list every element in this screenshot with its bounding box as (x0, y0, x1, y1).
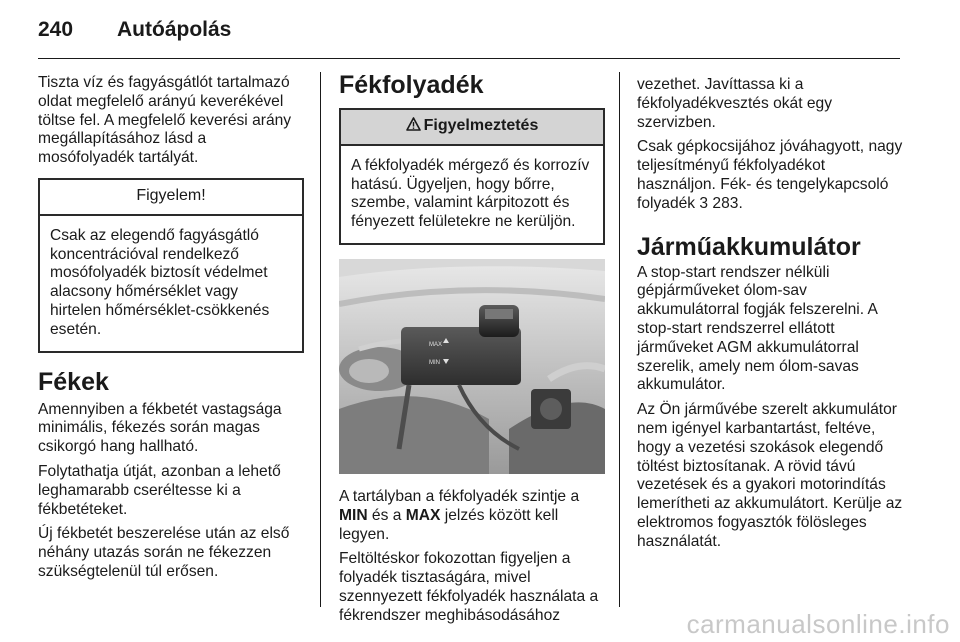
brake-fluid-level-text: A tartályban a fékfolyadék szintje a MIN és a MAX jelzés között kell legyen. (339, 487, 580, 543)
notice-text: Csak az elegendő fagyásgátló koncentrációval rendelkező mosófolyadék biztosít védelmet alacsony hőmérséklet vagy hirtelen hőmérséklet-csökkenés esetén. (50, 226, 270, 338)
battery-paragraph-2: Az Ön járművébe szerelt akkumulátor nem igényel karbantartást, feltéve, hogy a vezetési szokások elegendő töltést biztosítanak. A rövid távú vezetések és a gyakori motorindítás lemerítheti az akkumulátort. Kerülje az elektromos fogyasztók fölösleges használatát. (637, 401, 903, 550)
warning-triangle-icon (406, 117, 421, 136)
brake-fluid-continued-text: vezethet. Javíttassa ki a fékfolyadékvesztés okát egy szervizben. (637, 76, 833, 131)
refill-text: Feltöltéskor fokozottan figyeljen a folyadék tisztaságára, mivel szennyezett fékfolyadék használata a fékrendszer meghibásodásához (339, 550, 599, 624)
brake-fluid-reservoir-photo (339, 259, 605, 474)
brakes-heading: Fékek (38, 367, 109, 396)
page-reference-link[interactable]: 3 283. (699, 194, 743, 212)
warning-box (339, 108, 605, 245)
battery-paragraph-1: A stop-start rendszer nélküli gépjárműveket ólom-sav akkumulátorral fogják felszerelni. A stop-start rendszerrel ellátott járműveket AGM akkumulátorral szerelik, amely nem ólom-savas akkumulátor. (637, 263, 878, 394)
brakes-paragraph-3: Új fékbetét beszerelése után az első néhány utazás során ne fékezzen szükségtelenül túl erősen. (38, 525, 290, 580)
page-title: Autóápolás (117, 18, 232, 41)
watermark: carmanualsonline.info (686, 609, 950, 639)
notice-title: Figyelem! (40, 180, 302, 216)
brakes-paragraph-1: Amennyiben a fékbetét vastagsága minimális, fékezés során magas csikorgó hang hallható. (38, 400, 282, 456)
column-1 (38, 74, 304, 588)
warning-title: Figyelmeztetés (423, 117, 539, 134)
header-rule (38, 58, 900, 59)
notice-box (38, 178, 304, 353)
approved-fluid-text: Csak gépkocsijához jóváhagyott, nagy teljesítményű fékfolyadékot használjon. Fék- és tengelykapcsoló folyadék 3 283. (637, 138, 903, 212)
column-2 (339, 70, 605, 632)
photo-max-label: MAX (429, 341, 443, 348)
page-number: 240 (38, 18, 74, 41)
washer-fluid-intro: Tiszta víz és fagyásgátlót tartalmazó oldat megfelelő arányú keverékével töltse fel. A megfelelő keverési arány megállapításához lásd a mosófolyadék tartályát. (38, 74, 292, 167)
column-divider-2 (619, 72, 620, 607)
warning-text: A fékfolyadék mérgező és korrozív hatású. Ügyeljen, hogy bőrre, szembe, valamint kárpitozott és fényezett felületekre ne kerüljön. (351, 156, 590, 231)
warning-header (341, 110, 603, 146)
brake-fluid-heading: Fékfolyadék (339, 71, 484, 99)
brakes-paragraph-2: Folytathatja útját, azonban a lehető leghamarabb cseréltesse ki a fékbetéteket. (38, 462, 281, 518)
column-divider-1 (320, 72, 321, 607)
photo-min-label: MIN (429, 359, 440, 366)
battery-heading: Járműakkumulátor (637, 232, 861, 261)
column-3 (637, 76, 903, 558)
